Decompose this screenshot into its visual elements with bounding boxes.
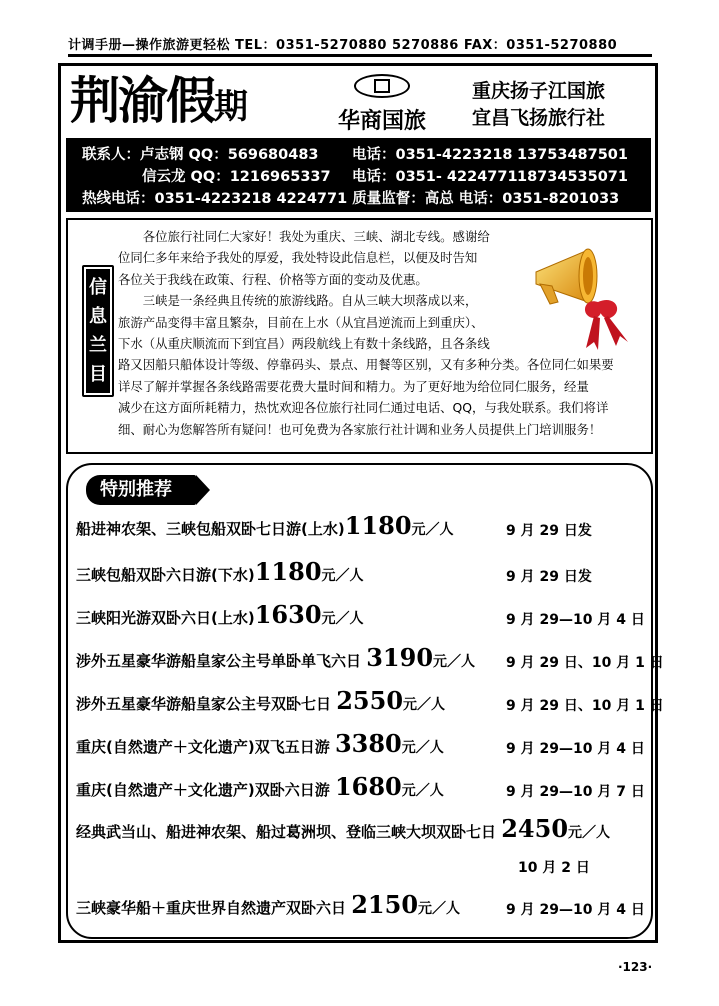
- offer-date: 9 月 29 日、10 月 1 日: [506, 655, 664, 671]
- offer-desc: 涉外五星豪华游船皇家公主号双卧七日: [76, 695, 337, 713]
- info-box: [66, 218, 653, 454]
- offer-price: 2450: [501, 814, 569, 843]
- offer-row: [76, 686, 664, 719]
- offer-row: [76, 511, 646, 544]
- offer-price: 1180: [254, 557, 322, 586]
- contact-line-3: 热线电话：0351-4223218 4224771 质量监督：高总 电话：0351-8201033: [82, 191, 620, 207]
- info-label-char: 兰: [89, 335, 107, 356]
- logo-mark-icon: [354, 74, 410, 98]
- logo-text: 华商国旅: [337, 109, 426, 134]
- info-p2-c: 下水（从重庆顺流而下到宜昌）两段航线上有数十条线路，且各条线: [118, 336, 490, 352]
- top-banner: 计调手册—操作旅游更轻松 TEL：0351-5270880 5270886 FAX：0351-5270880: [68, 34, 652, 57]
- offer-date: 9 月 29—10 月 4 日: [506, 612, 645, 628]
- offer-row: [76, 890, 646, 923]
- info-text: [118, 226, 648, 440]
- offer-unit: 元／人: [403, 697, 446, 713]
- offer-unit: 元／人: [433, 654, 476, 670]
- offer-desc: 船进神农架、三峡包船双卧七日游(上水): [76, 520, 345, 538]
- offer-date: 9 月 29 日、10 月 1 日: [506, 698, 664, 714]
- offer-unit: 元／人: [401, 740, 444, 756]
- offer-desc: 三峡豪华船＋重庆世界自然遗产双卧六日: [76, 899, 352, 917]
- info-p2-a: 三峡是一条经典且传统的旅游线路。自从三峡大坝落成以来，: [142, 293, 478, 309]
- offer-price: 3380: [334, 729, 402, 758]
- offer-row: [76, 729, 646, 762]
- contact-2-mobile: 18734535071: [517, 169, 628, 185]
- logo: [322, 74, 442, 135]
- brand-main: 荆渝假: [70, 71, 214, 130]
- offer-price: 2150: [351, 890, 419, 919]
- contact-2-name-qq: 信云龙 QQ：1216965337: [142, 169, 331, 185]
- offer-desc: 三峡阳光游双卧六日(上水): [76, 609, 255, 627]
- contact-1-name-qq: 联系人：卢志钢 QQ：569680483: [82, 147, 319, 163]
- agency-2: 宜昌飞扬旅行社: [472, 107, 606, 129]
- info-p2-d: 路又因船只船体设计等级、停靠码头、景点、用餐等区别，又有多种分类。各位同仁如果要: [118, 357, 614, 373]
- info-p1-a: 各位旅行社同仁大家好！我处为重庆、三峡、湖北专线。感谢给: [142, 229, 490, 244]
- info-p1-c: 各位关于我线在政策、行程、价格等方面的变动及优惠。: [118, 271, 428, 287]
- brand-title: [70, 70, 246, 138]
- info-p2-b: 旅游产品变得丰富且繁杂，目前在上水（从宜昌逆流而上到重庆）、: [118, 314, 484, 330]
- offer-unit: 元／人: [568, 825, 611, 841]
- offer-row: [76, 772, 646, 805]
- offer-desc: 重庆(自然遗产＋文化遗产)双卧六日游: [76, 781, 335, 799]
- offer-desc: 三峡包船双卧六日游(下水): [76, 566, 255, 584]
- info-label: [82, 265, 114, 397]
- info-label-char: 息: [89, 306, 107, 327]
- offer-date: 9 月 29—10 月 4 日: [506, 741, 645, 757]
- offer-row: [76, 557, 646, 590]
- offer-price: 1680: [334, 772, 402, 801]
- agency-names: [472, 78, 605, 132]
- info-p2-e: 详尽了解并掌握各条线路需要花费大量时间和精力。为了更好地为给位同仁服务，经量: [118, 378, 589, 394]
- offer-date: 10 月 2 日: [518, 860, 590, 876]
- offer-desc: 重庆(自然遗产＋文化遗产)双飞五日游: [76, 738, 335, 756]
- offer-unit: 元／人: [321, 611, 364, 627]
- offer-price: 1180: [344, 511, 412, 540]
- offer-price: 2550: [336, 686, 404, 715]
- page-number: ·123·: [618, 960, 653, 974]
- offer-row: [76, 814, 646, 847]
- offer-row: [76, 643, 664, 676]
- contact-box: [66, 138, 651, 212]
- offer-row: [76, 600, 646, 633]
- info-p2-f: 减少在这方面所耗精力，热忱欢迎各位旅行社同仁通过电话、QQ，与我处联系。我们将详: [118, 400, 609, 416]
- contact-line-2: [82, 166, 651, 188]
- info-label-char: 目: [89, 364, 107, 385]
- offer-unit: 元／人: [401, 783, 444, 799]
- offer-unit: 元／人: [418, 901, 461, 917]
- offer-desc: 经典武当山、船进神农架、船过葛洲坝、登临三峡大坝双卧七日: [76, 823, 502, 841]
- offer-unit: 元／人: [411, 522, 454, 538]
- header: [70, 70, 650, 136]
- offer-price: 3190: [366, 643, 434, 672]
- contact-1-mobile: 13753487501: [517, 147, 628, 163]
- special-offers-title: 特别推荐: [86, 475, 196, 505]
- offer-date: 9 月 29—10 月 7 日: [506, 784, 645, 800]
- agency-1: 重庆扬子江国旅: [472, 80, 606, 102]
- offer-date: 9 月 29 日发: [506, 569, 592, 585]
- contact-line-1: [82, 144, 651, 166]
- contact-2-phone: 电话：0351- 4224771: [352, 169, 518, 185]
- info-p1-b: 位同仁多年来给予我处的厚爱，我处特设此信息栏，以便及时告知: [118, 250, 478, 266]
- offer-desc: 涉外五星豪华游船皇家公主号单卧单飞六日: [76, 652, 367, 670]
- offer-price: 1630: [254, 600, 322, 629]
- offer-date: 9 月 29 日发: [506, 523, 592, 539]
- offer-unit: 元／人: [321, 568, 364, 584]
- info-p2-g: 细、耐心为您解答所有疑问！也可免费为各家旅行社计调和业务人员提供上门培训服务！: [118, 421, 602, 437]
- offer-date: 9 月 29—10 月 4 日: [506, 902, 645, 918]
- contact-1-phone: 电话：0351-4223218: [352, 147, 513, 163]
- info-label-char: 信: [89, 277, 107, 298]
- brand-small: 期: [214, 87, 246, 127]
